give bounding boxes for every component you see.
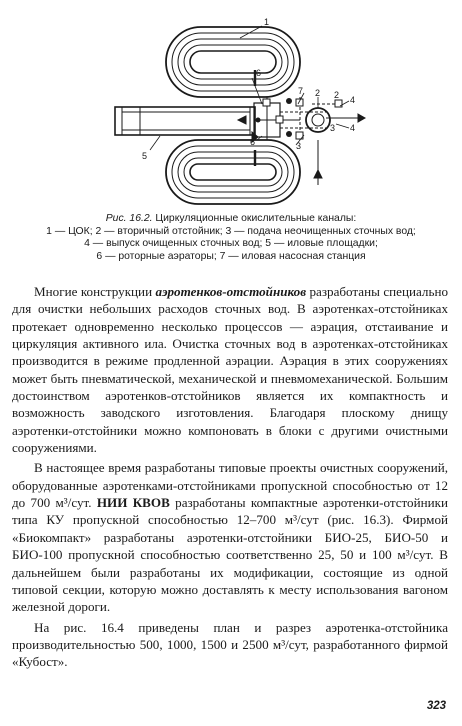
flow-arrows: [238, 114, 365, 185]
caption-title: [20, 213, 442, 226]
caption-line-1: 1 — ЦОК; 2 — вторичный отстойник; 3 — подача неочищенных сточных вод;: [46, 225, 416, 237]
figure-caption: [20, 213, 442, 263]
label-3: 3: [296, 141, 302, 151]
label-4-right: 4: [350, 95, 356, 105]
label-3-right: 3: [330, 123, 336, 133]
oxidation-channel-diagram: [0, 0, 462, 212]
upper-channel: [166, 27, 300, 97]
paragraph-1: [12, 283, 448, 456]
caption-heading: Циркуляционные окислительные каналы:: [155, 213, 357, 224]
lower-channel: [166, 140, 300, 204]
label-6-upper: 6: [256, 68, 262, 78]
paragraph-1-rest: разработаны специально для очистки небольших расходов сточных вод. В аэротенках-отстойниках протекает одновременно несколько процессов — аэрация, отстаивание и циркуляция активного ила. Очистка сточных вод в аэротенках-отстойниках производится в режиме продленной аэрации. Аэрация в этих сооружениях может быть пневматической, механической и пневмомеханической. Большим достоинством аэротенков-отстойников является их компактность и возможность заводского изготовления. Благодаря плоскому днищу аэротенки-отстойники можно компоновать в блоки с другими очистными сооружениями.: [12, 284, 448, 456]
page-number: 323: [426, 700, 446, 712]
paragraph-1-lead: Многие конструкции: [34, 284, 156, 299]
paragraph-3: На рис. 16.4 приведены план и разрез аэротенка-отстойника производительностью 500, 1000, 1500 и 2500 м³/сут, разработанного фирмой «Кубост».: [12, 619, 448, 670]
label-2: 2: [315, 88, 321, 98]
label-1: 1: [264, 17, 270, 27]
caption-figure-number: Рис. 16.2.: [105, 213, 153, 224]
term-nii-kvov: НИИ КВОВ: [96, 495, 170, 511]
label-2-right: 2: [334, 90, 340, 100]
caption-line-2: 4 — выпуск очищенных сточных вод; 5 — иловые площадки;: [84, 238, 378, 250]
label-4: 4: [350, 123, 356, 133]
body-text: [12, 283, 448, 674]
pump-markers: [256, 98, 293, 137]
label-7: 7: [298, 86, 304, 96]
caption-line-3: 6 — роторные аэраторы; 7 — иловая насосная станция: [96, 250, 366, 262]
paragraph-2-lead: В настоящее время разработаны типовые проекты очистных сооружений, оборудованные аэротенками-отстойниками пропускной способностью от 12 до 700 м³/сут.: [12, 460, 448, 511]
figure-16-2: [0, 0, 462, 212]
sludge-beds: [115, 107, 255, 135]
paragraph-2-rest: разработаны компактные аэротенки-отстойники типа КУ пропускной способностью 12–700 м³/сут (рис. 16.3). Фирмой «Биокомпакт» разработаны аэротенки-отстойники БИО-25, БИО-50 и БИО-100 пропускной способностью соответственно 25, 50 и 100 м³/сут. В дальнейшем были разработаны их модификации, состоящие из одной типовой секции, которую можно доставлять к месту использования вагоном железной дороги.: [12, 495, 448, 615]
paragraph-2: [12, 459, 448, 615]
piping: [254, 97, 350, 185]
term-aerotank-clarifiers: аэротенков-отстойников: [155, 284, 307, 299]
label-6-lower: 6: [250, 137, 256, 147]
label-5: 5: [142, 151, 148, 161]
